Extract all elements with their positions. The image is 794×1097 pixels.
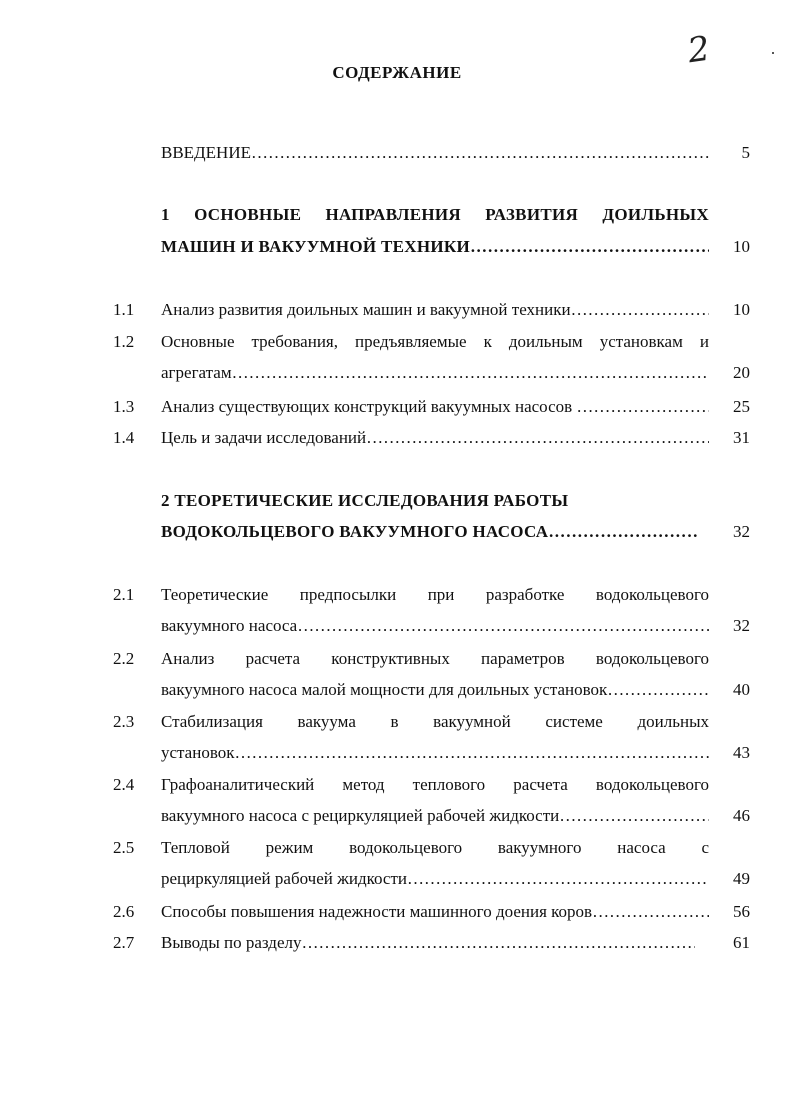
toc-entry-label: Графоаналитический метод теплового расчета водокольцевого — [161, 775, 709, 794]
toc-entry-page: 32 — [733, 616, 750, 635]
toc-entry-number: 2.5 — [113, 838, 135, 857]
toc-entry-number: 1.2 — [113, 332, 135, 351]
toc-entry-label-cont: установок …………………………………………………………………………………………………………………………………………… — [161, 743, 709, 763]
toc-entry-label: Теоретические предпосылки при разработке водокольцевого — [161, 585, 709, 604]
toc-entry-label: Способы повышения надежности машинного доения коров …………………………………………………………………………………………………………………………………………… — [161, 902, 709, 922]
chapter-heading-line: 2 ТЕОРЕТИЧЕСКИЕ ИССЛЕДОВАНИЯ РАБОТЫ — [161, 491, 569, 510]
toc-entry-label-cont: вакуумного насоса …………………………………………………………………………………………………………………………………………… — [161, 616, 709, 636]
toc-entry-page: 25 — [733, 397, 750, 416]
toc-entry-number: 1.4 — [113, 428, 135, 447]
toc-entry-label: Цель и задачи исследований …………………………………………………………………………………………………………………………………………… — [161, 428, 709, 448]
toc-entry-page: 49 — [733, 869, 750, 888]
toc-entry-label-cont: вакуумного насоса малой мощности для доильных установок …………………………………………………………………………………………………………………………………………… — [161, 680, 709, 700]
chapter-heading-line: 1 ОСНОВНЫЕ НАПРАВЛЕНИЯ РАЗВИТИЯ ДОИЛЬНЫХ — [161, 205, 709, 224]
toc-entry-label: Основные требования, предъявляемые к доильным установкам и — [161, 332, 709, 351]
toc-entry-number: 2.6 — [113, 902, 135, 921]
toc-entry-label: Анализ расчета конструктивных параметров водокольцевого — [161, 649, 709, 668]
toc-entry-label: Стабилизация вакуума в вакуумной системе доильных — [161, 712, 709, 731]
toc-entry-page: 40 — [733, 680, 750, 699]
toc-entry-number: 2.4 — [113, 775, 135, 794]
toc-entry-page: 31 — [733, 428, 750, 447]
handwritten-page-number: 2 — [685, 28, 713, 72]
toc-entry-number: 2.1 — [113, 585, 135, 604]
toc-entry-label: Анализ развития доильных машин и вакуумной техники …………………………………………………………………………………………………………………………………………… — [161, 300, 709, 320]
toc-entry-page: 61 — [733, 933, 750, 952]
toc-entry-label-cont: агрегатам …………………………………………………………………………………………………………………………………………… — [161, 363, 709, 383]
toc-entry-page: 10 — [733, 237, 750, 256]
toc-entry-label-cont: рециркуляцией рабочей жидкости …………………………………………………………………………………………………………………………………………… — [161, 869, 709, 889]
toc-entry-number: 2.7 — [113, 933, 135, 952]
toc-entry-page: 46 — [733, 806, 750, 825]
toc-entry-page: 20 — [733, 363, 750, 382]
toc-entry-label: Тепловой режим водокольцевого вакуумного насоса с — [161, 838, 709, 857]
scan-speck — [772, 52, 774, 54]
toc-entry-page: 32 — [733, 522, 750, 541]
toc-entry-page: 10 — [733, 300, 750, 319]
toc-entry-label-cont: вакуумного насоса с рециркуляцией рабочей жидкости …………………………………………………………………………………………………………………………………………… — [161, 806, 709, 826]
toc-entry-number: 1.3 — [113, 397, 135, 416]
toc-entry-label: ВВЕДЕНИЕ …………………………………………………………………………………………………………………………………………… — [161, 143, 709, 163]
chapter-heading-line: МАШИН И ВАКУУМНОЙ ТЕХНИКИ …………………………………………………………………………………………………………………………………………… — [161, 237, 709, 257]
toc-entry-number: 1.1 — [113, 300, 135, 319]
toc-entry-page: 43 — [733, 743, 750, 762]
toc-entry-label: Анализ существующих конструкций вакуумных насосов …………………………………………………………………………………………………………………………………………… — [161, 397, 709, 417]
toc-entry-page: 56 — [733, 902, 750, 921]
toc-title: СОДЕРЖАНИЕ — [332, 63, 462, 82]
toc-entry-number: 2.3 — [113, 712, 135, 731]
toc-entry-page: 5 — [741, 143, 750, 162]
toc-entry-label: Выводы по разделу …………………………………………………………………………………………………………………………………………… — [161, 933, 695, 953]
toc-entry-number: 2.2 — [113, 649, 135, 668]
chapter-heading-line: ВОДОКОЛЬЦЕВОГО ВАКУУМНОГО НАСОСА …………………………………………………………………………………………………………………………………………… — [161, 522, 699, 542]
